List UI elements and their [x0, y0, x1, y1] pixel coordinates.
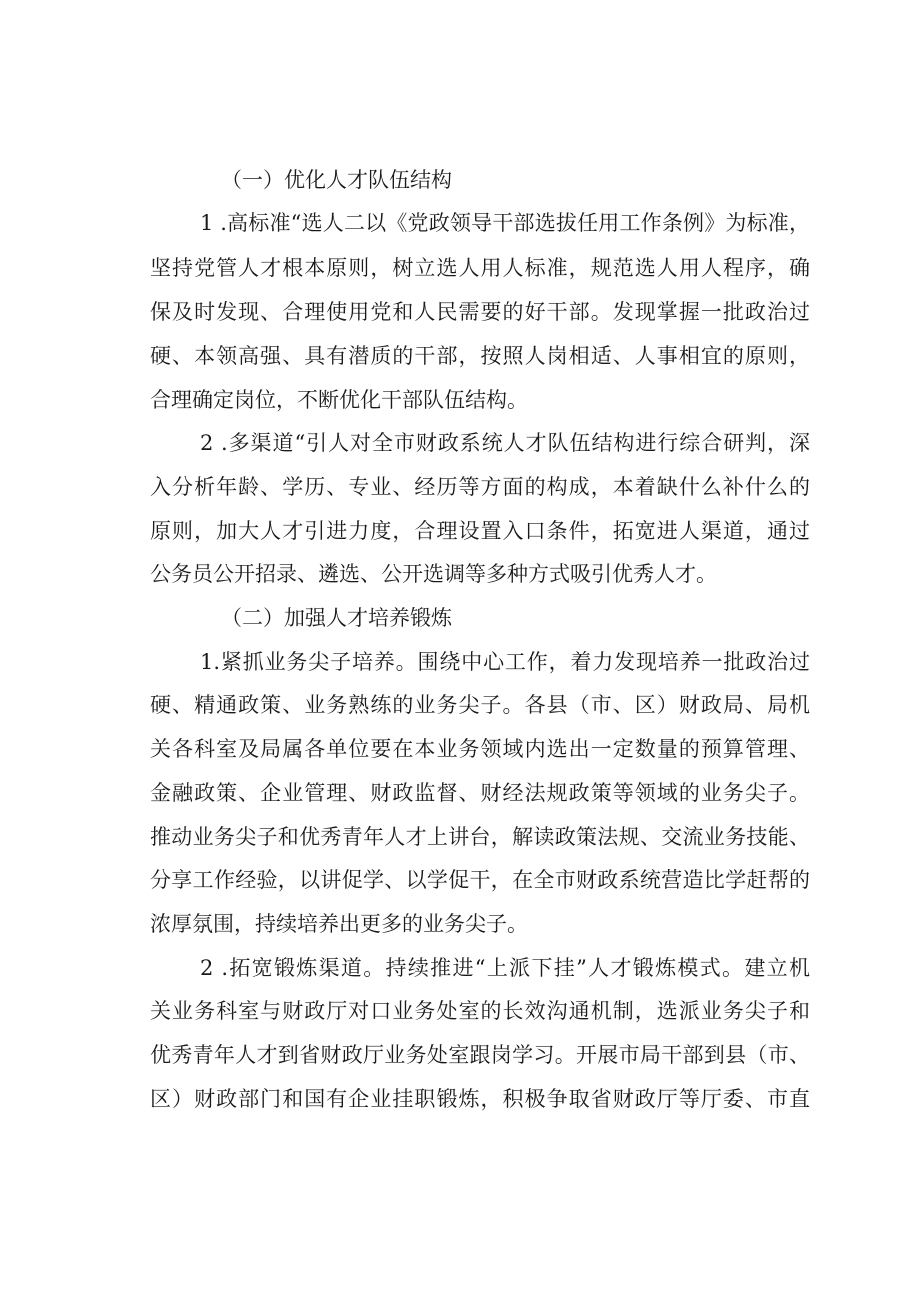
section-heading-2: （二）加强人才培养锻炼 — [221, 606, 452, 630]
paragraph-line: 原则，加大人才引进力度，合理设置入口条件，拓宽进人渠道，通过 — [150, 519, 810, 543]
paragraph-line: 金融政策、企业管理、财政监督、财经法规政策等领域的业务尖子。 — [150, 781, 810, 805]
paragraph-line: 关业务科室与财政厅对口业务处室的长效沟通机制，选派业务尖子和 — [150, 999, 810, 1023]
paragraph-line: 坚持党管人才根本原则，树立选人用人标准，规范选人用人程序，确 — [150, 256, 810, 280]
paragraph-line: 1.紧抓业务尖子培养。围绕中心工作，着力发现培养一批政治过 — [200, 650, 810, 674]
paragraph-line: 2 .多渠道“引人对全市财政系统人才队伍结构进行综合研判，深 — [200, 431, 810, 455]
paragraph-line: 公务员公开招录、遴选、公开选调等多种方式吸引优秀人才。 — [150, 562, 717, 586]
paragraph-line: 入分析年龄、学历、专业、经历等方面的构成，本着缺什么补什么的 — [150, 475, 810, 499]
paragraph-line: 1 .高标准“选人二以《党政领导干部选拔任用工作条例》为标准， — [200, 211, 810, 235]
paragraph-line: 分享工作经验，以讲促学、以学促干，在全市财政系统营造比学赶帮的 — [150, 868, 810, 892]
paragraph-line: 区）财政部门和国有企业挂职锻炼，积极争取省财政厅等厅委、市直 — [150, 1087, 810, 1111]
paragraph-line: 合理确定岗位，不断优化干部队伍结构。 — [150, 388, 528, 412]
paragraph-line: 硬、本领高强、具有潜质的干部，按照人岗相适、人事相宜的原则， — [150, 344, 810, 368]
paragraph-line: 推动业务尖子和优秀青年人才上讲台，解读政策法规、交流业务技能、 — [150, 825, 810, 849]
paragraph-line: 浓厚氛围，持续培养出更多的业务尖子。 — [150, 912, 528, 936]
section-heading-1: （一）优化人才队伍结构 — [221, 168, 452, 192]
paragraph-line: 硬、精通政策、业务熟练的业务尖子。各县（市、区）财政局、局机 — [150, 693, 810, 717]
paragraph-line: 2 .拓宽锻炼渠道。持续推进“上派下挂”人才锻炼模式。建立机 — [200, 956, 810, 980]
paragraph-line: 关各科室及局属各单位要在本业务领域内选出一定数量的预算管理、 — [150, 737, 810, 761]
paragraph-line: 保及时发现、合理使用党和人民需要的好干部。发现掌握一批政治过 — [150, 300, 810, 324]
paragraph-line: 优秀青年人才到省财政厅业务处室跟岗学习。开展市局干部到县（市、 — [150, 1043, 810, 1067]
